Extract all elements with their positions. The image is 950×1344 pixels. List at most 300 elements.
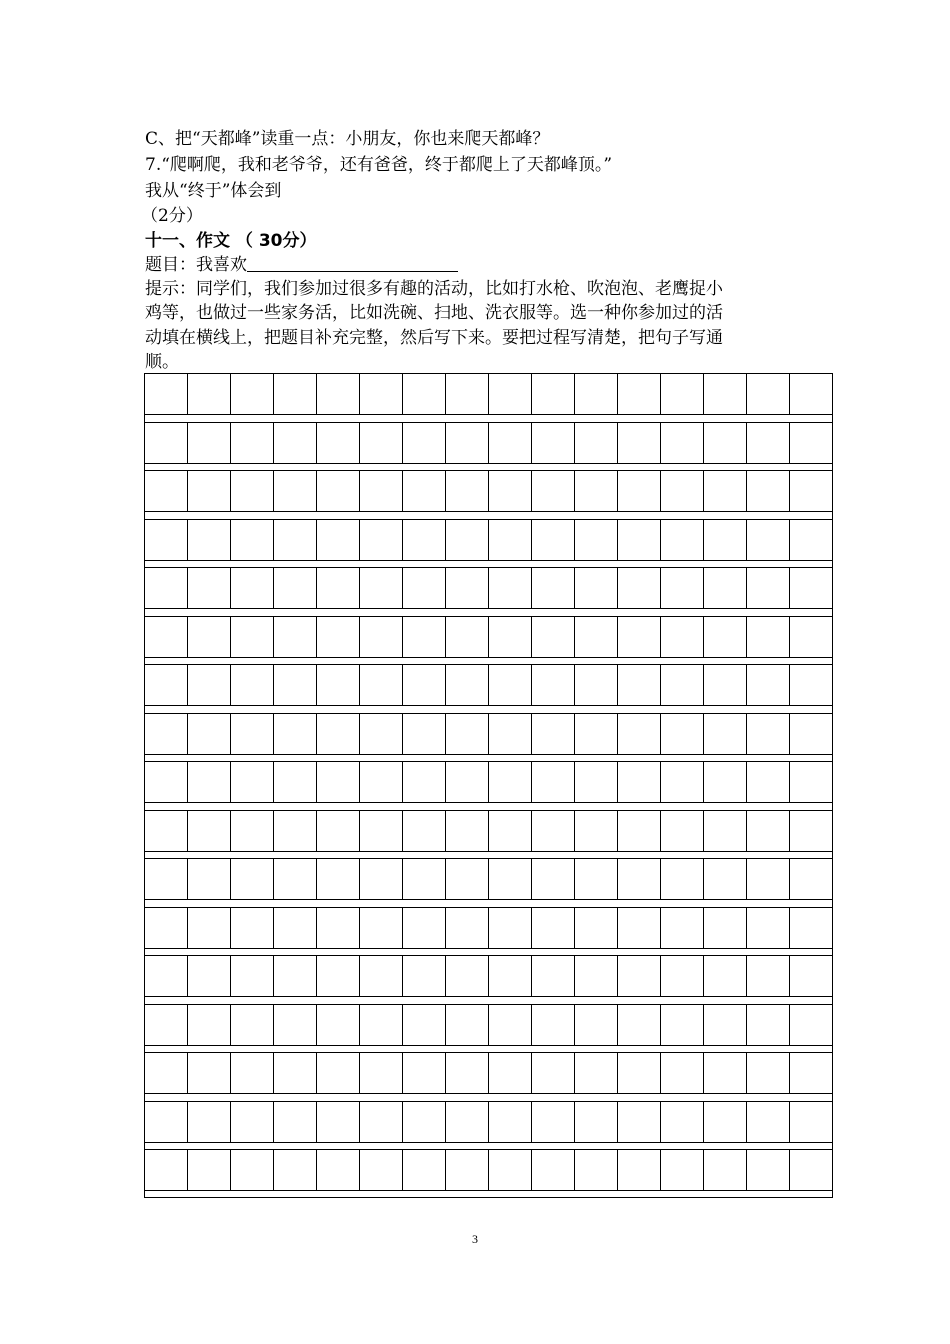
grid-cell[interactable] (747, 1005, 790, 1045)
grid-row (144, 567, 833, 609)
grid-cell[interactable] (317, 374, 360, 414)
grid-cell[interactable] (274, 1053, 317, 1093)
grid-cell[interactable] (790, 1150, 832, 1190)
grid-cell[interactable] (704, 1150, 747, 1190)
grid-cell[interactable] (360, 714, 403, 754)
grid-cell[interactable] (231, 956, 274, 996)
grid-cell[interactable] (661, 568, 704, 608)
grid-cell[interactable] (704, 520, 747, 560)
grid-cell[interactable] (532, 617, 575, 657)
grid-cell[interactable] (145, 1005, 188, 1045)
grid-cell[interactable] (532, 665, 575, 705)
grid-cell[interactable] (532, 762, 575, 802)
grid-cell[interactable] (231, 665, 274, 705)
grid-cell[interactable] (360, 1150, 403, 1190)
grid-cell[interactable] (747, 1102, 790, 1142)
grid-cell[interactable] (790, 423, 832, 463)
grid-cell[interactable] (188, 471, 231, 511)
grid-cell[interactable] (317, 859, 360, 899)
grid-cell[interactable] (747, 617, 790, 657)
grid-cell[interactable] (790, 665, 832, 705)
grid-cell[interactable] (618, 471, 661, 511)
grid-cell[interactable] (274, 908, 317, 948)
grid-cell[interactable] (446, 908, 489, 948)
grid-cell[interactable] (489, 908, 532, 948)
grid-cell[interactable] (231, 859, 274, 899)
grid-cell[interactable] (231, 714, 274, 754)
grid-cell[interactable] (704, 374, 747, 414)
grid-cell[interactable] (790, 762, 832, 802)
grid-cell[interactable] (618, 714, 661, 754)
grid-cell[interactable] (575, 762, 618, 802)
grid-row (144, 955, 833, 997)
grid-cell[interactable] (618, 1005, 661, 1045)
grid-cell[interactable] (231, 1102, 274, 1142)
grid-cell[interactable] (145, 762, 188, 802)
grid-cell[interactable] (618, 423, 661, 463)
grid-cell[interactable] (575, 1102, 618, 1142)
grid-cell[interactable] (747, 859, 790, 899)
question-c-line: C、把“天都峰”读重一点：小朋友，你也来爬天都峰？ (145, 129, 550, 149)
grid-row-gap (144, 803, 833, 810)
grid-cell[interactable] (489, 956, 532, 996)
grid-cell[interactable] (446, 956, 489, 996)
grid-cell[interactable] (489, 762, 532, 802)
grid-cell[interactable] (661, 762, 704, 802)
grid-cell[interactable] (274, 665, 317, 705)
grid-cell[interactable] (231, 811, 274, 851)
grid-cell[interactable] (145, 811, 188, 851)
grid-cell[interactable] (489, 520, 532, 560)
grid-cell[interactable] (790, 471, 832, 511)
grid-cell[interactable] (274, 1150, 317, 1190)
grid-cell[interactable] (790, 520, 832, 560)
page-number: 3 (472, 1232, 478, 1246)
grid-cell[interactable] (317, 1102, 360, 1142)
grid-cell[interactable] (403, 811, 446, 851)
grid-cell[interactable] (747, 811, 790, 851)
grid-cell[interactable] (532, 374, 575, 414)
grid-cell[interactable] (575, 665, 618, 705)
grid-cell[interactable] (618, 908, 661, 948)
grid-cell[interactable] (403, 762, 446, 802)
grid-row (144, 422, 833, 464)
grid-cell[interactable] (360, 520, 403, 560)
grid-row (144, 616, 833, 658)
grid-cell[interactable] (446, 1150, 489, 1190)
grid-cell[interactable] (704, 1053, 747, 1093)
grid-cell[interactable] (145, 423, 188, 463)
grid-cell[interactable] (145, 859, 188, 899)
grid-cell[interactable] (532, 1150, 575, 1190)
grid-cell[interactable] (360, 908, 403, 948)
grid-cell[interactable] (489, 811, 532, 851)
grid-cell[interactable] (790, 1005, 832, 1045)
hint-line: 鸡等，也做过一些家务活，比如洗碗、扫地、洗衣服等。选一种你参加过的活 (145, 303, 723, 324)
grid-cell[interactable] (575, 1053, 618, 1093)
grid-cell[interactable] (145, 568, 188, 608)
grid-cell[interactable] (532, 568, 575, 608)
grid-cell[interactable] (489, 1150, 532, 1190)
grid-cell[interactable] (317, 1150, 360, 1190)
grid-cell[interactable] (704, 714, 747, 754)
grid-cell[interactable] (661, 1005, 704, 1045)
grid-cell[interactable] (704, 859, 747, 899)
grid-cell[interactable] (317, 908, 360, 948)
grid-cell[interactable] (145, 1102, 188, 1142)
grid-cell[interactable] (790, 1053, 832, 1093)
grid-cell[interactable] (489, 714, 532, 754)
grid-cell[interactable] (274, 423, 317, 463)
grid-cell[interactable] (188, 859, 231, 899)
grid-cell[interactable] (704, 762, 747, 802)
grid-cell[interactable] (403, 665, 446, 705)
grid-cell[interactable] (661, 714, 704, 754)
grid-cell[interactable] (145, 1150, 188, 1190)
grid-cell[interactable] (360, 1102, 403, 1142)
grid-cell[interactable] (317, 714, 360, 754)
grid-cell[interactable] (317, 1005, 360, 1045)
grid-cell[interactable] (274, 859, 317, 899)
essay-title-prefix: 题目：我喜欢 (145, 255, 247, 275)
grid-cell[interactable] (403, 1053, 446, 1093)
grid-cell[interactable] (360, 956, 403, 996)
grid-cell[interactable] (575, 423, 618, 463)
grid-cell[interactable] (446, 1053, 489, 1093)
grid-cell[interactable] (790, 811, 832, 851)
grid-cell[interactable] (231, 423, 274, 463)
grid-cell[interactable] (618, 956, 661, 996)
grid-cell[interactable] (790, 568, 832, 608)
grid-cell[interactable] (747, 714, 790, 754)
grid-row-gap (144, 512, 833, 519)
grid-cell[interactable] (575, 374, 618, 414)
grid-cell[interactable] (145, 520, 188, 560)
grid-cell[interactable] (747, 762, 790, 802)
grid-cell[interactable] (747, 423, 790, 463)
grid-cell[interactable] (661, 1102, 704, 1142)
grid-cell[interactable] (403, 374, 446, 414)
grid-cell[interactable] (704, 665, 747, 705)
grid-cell[interactable] (188, 1102, 231, 1142)
grid-cell[interactable] (446, 762, 489, 802)
grid-cell[interactable] (274, 471, 317, 511)
grid-cell[interactable] (274, 956, 317, 996)
grid-cell[interactable] (661, 617, 704, 657)
grid-row (144, 1149, 833, 1191)
grid-cell[interactable] (489, 374, 532, 414)
grid-cell[interactable] (403, 956, 446, 996)
grid-cell[interactable] (403, 908, 446, 948)
grid-row (144, 519, 833, 561)
grid-cell[interactable] (360, 471, 403, 511)
grid-cell[interactable] (446, 1005, 489, 1045)
grid-cell[interactable] (188, 956, 231, 996)
grid-row (144, 664, 833, 706)
grid-cell[interactable] (231, 471, 274, 511)
grid-cell[interactable] (532, 714, 575, 754)
grid-cell[interactable] (360, 811, 403, 851)
grid-cell[interactable] (231, 1005, 274, 1045)
grid-cell[interactable] (360, 665, 403, 705)
grid-cell[interactable] (317, 665, 360, 705)
grid-cell[interactable] (403, 1005, 446, 1045)
grid-cell[interactable] (532, 956, 575, 996)
grid-cell[interactable] (661, 1150, 704, 1190)
grid-cell[interactable] (790, 714, 832, 754)
grid-cell[interactable] (317, 471, 360, 511)
grid-cell[interactable] (231, 374, 274, 414)
grid-cell[interactable] (661, 908, 704, 948)
grid-row-gap (144, 997, 833, 1004)
grid-cell[interactable] (747, 1150, 790, 1190)
grid-cell[interactable] (790, 1102, 832, 1142)
grid-cell[interactable] (360, 374, 403, 414)
grid-cell[interactable] (489, 568, 532, 608)
grid-cell[interactable] (790, 374, 832, 414)
grid-cell[interactable] (188, 423, 231, 463)
grid-cell[interactable] (188, 762, 231, 802)
grid-cell[interactable] (145, 374, 188, 414)
grid-cell[interactable] (231, 762, 274, 802)
grid-cell[interactable] (446, 471, 489, 511)
grid-cell[interactable] (231, 1150, 274, 1190)
grid-cell[interactable] (790, 859, 832, 899)
grid-cell[interactable] (145, 471, 188, 511)
grid-cell[interactable] (317, 956, 360, 996)
grid-cell[interactable] (446, 520, 489, 560)
grid-cell[interactable] (360, 859, 403, 899)
grid-cell[interactable] (704, 617, 747, 657)
grid-cell[interactable] (274, 568, 317, 608)
grid-cell[interactable] (575, 1150, 618, 1190)
grid-cell[interactable] (661, 665, 704, 705)
grid-cell[interactable] (446, 568, 489, 608)
grid-row (144, 1004, 833, 1046)
grid-cell[interactable] (618, 1150, 661, 1190)
grid-cell[interactable] (532, 1053, 575, 1093)
grid-cell[interactable] (661, 520, 704, 560)
grid-cell[interactable] (446, 811, 489, 851)
grid-cell[interactable] (446, 859, 489, 899)
grid-cell[interactable] (145, 908, 188, 948)
grid-cell[interactable] (747, 1053, 790, 1093)
grid-cell[interactable] (575, 859, 618, 899)
grid-cell[interactable] (704, 908, 747, 948)
grid-cell[interactable] (317, 1053, 360, 1093)
grid-cell[interactable] (532, 471, 575, 511)
grid-cell[interactable] (403, 520, 446, 560)
grid-cell[interactable] (145, 956, 188, 996)
grid-cell[interactable] (575, 617, 618, 657)
hint-line: 动填在横线上，把题目补充完整，然后写下来。要把过程写清楚，把句子写通 (145, 327, 723, 348)
essay-title-line (145, 253, 458, 277)
grid-cell[interactable] (747, 471, 790, 511)
grid-cell[interactable] (661, 859, 704, 899)
grid-row-gap (144, 1191, 833, 1198)
grid-cell[interactable] (188, 1150, 231, 1190)
grid-cell[interactable] (403, 423, 446, 463)
grid-row-gap (144, 1094, 833, 1101)
grid-cell[interactable] (575, 714, 618, 754)
grid-cell[interactable] (446, 423, 489, 463)
grid-row-gap (144, 415, 833, 422)
grid-cell[interactable] (489, 617, 532, 657)
grid-cell[interactable] (575, 471, 618, 511)
grid-cell[interactable] (532, 423, 575, 463)
grid-cell[interactable] (403, 617, 446, 657)
grid-cell[interactable] (188, 908, 231, 948)
grid-cell[interactable] (188, 665, 231, 705)
grid-cell[interactable] (618, 520, 661, 560)
grid-cell[interactable] (446, 374, 489, 414)
grid-cell[interactable] (231, 1053, 274, 1093)
grid-cell[interactable] (360, 762, 403, 802)
grid-cell[interactable] (661, 471, 704, 511)
grid-cell[interactable] (360, 568, 403, 608)
grid-cell[interactable] (231, 568, 274, 608)
grid-cell[interactable] (188, 811, 231, 851)
grid-cell[interactable] (618, 568, 661, 608)
grid-cell[interactable] (446, 1102, 489, 1142)
grid-cell[interactable] (575, 908, 618, 948)
grid-cell[interactable] (489, 1053, 532, 1093)
grid-cell[interactable] (489, 665, 532, 705)
grid-cell[interactable] (790, 956, 832, 996)
grid-cell[interactable] (274, 617, 317, 657)
grid-cell[interactable] (790, 617, 832, 657)
hint-line: 提示：同学们，我们参加过很多有趣的活动，比如打水枪、吹泡泡、老鹰捉小 (145, 279, 723, 299)
grid-cell[interactable] (790, 908, 832, 948)
grid-cell[interactable] (403, 1102, 446, 1142)
grid-cell[interactable] (747, 908, 790, 948)
grid-cell[interactable] (145, 617, 188, 657)
grid-cell[interactable] (618, 859, 661, 899)
grid-cell[interactable] (489, 1102, 532, 1142)
grid-cell[interactable] (231, 520, 274, 560)
grid-cell[interactable] (317, 762, 360, 802)
grid-cell[interactable] (317, 423, 360, 463)
grid-row (144, 373, 833, 415)
grid-cell[interactable] (661, 374, 704, 414)
grid-cell[interactable] (661, 1053, 704, 1093)
grid-cell[interactable] (403, 714, 446, 754)
grid-cell[interactable] (274, 1102, 317, 1142)
grid-cell[interactable] (274, 714, 317, 754)
grid-cell[interactable] (532, 520, 575, 560)
grid-cell[interactable] (747, 956, 790, 996)
grid-cell[interactable] (704, 811, 747, 851)
grid-cell[interactable] (231, 908, 274, 948)
grid-cell[interactable] (532, 811, 575, 851)
grid-cell[interactable] (317, 520, 360, 560)
grid-cell[interactable] (317, 617, 360, 657)
grid-cell[interactable] (489, 859, 532, 899)
grid-cell[interactable] (188, 520, 231, 560)
grid-cell[interactable] (274, 811, 317, 851)
grid-cell[interactable] (489, 423, 532, 463)
question-7-line: 7.“爬啊爬，我和老爷爷，还有爸爸，终于都爬上了天都峰顶。” (145, 155, 613, 175)
grid-cell[interactable] (661, 423, 704, 463)
grid-cell[interactable] (618, 374, 661, 414)
grid-cell[interactable] (317, 811, 360, 851)
grid-cell[interactable] (274, 520, 317, 560)
essay-hint (145, 277, 820, 374)
grid-cell[interactable] (145, 1053, 188, 1093)
grid-cell[interactable] (575, 520, 618, 560)
grid-cell[interactable] (575, 568, 618, 608)
grid-cell[interactable] (575, 1005, 618, 1045)
grid-cell[interactable] (704, 423, 747, 463)
grid-cell[interactable] (618, 762, 661, 802)
grid-cell[interactable] (188, 1005, 231, 1045)
grid-cell[interactable] (661, 811, 704, 851)
hint-line: 顺。 (145, 351, 179, 372)
grid-cell[interactable] (618, 665, 661, 705)
grid-cell[interactable] (747, 520, 790, 560)
grid-cell[interactable] (188, 568, 231, 608)
grid-cell[interactable] (188, 714, 231, 754)
grid-cell[interactable] (360, 1053, 403, 1093)
grid-cell[interactable] (360, 423, 403, 463)
grid-cell[interactable] (704, 1102, 747, 1142)
grid-row (144, 1101, 833, 1143)
grid-cell[interactable] (360, 617, 403, 657)
grid-cell[interactable] (403, 471, 446, 511)
grid-cell[interactable] (403, 568, 446, 608)
grid-cell[interactable] (747, 374, 790, 414)
grid-cell[interactable] (188, 1053, 231, 1093)
grid-cell[interactable] (704, 956, 747, 996)
grid-cell[interactable] (274, 762, 317, 802)
grid-cell[interactable] (446, 665, 489, 705)
grid-cell[interactable] (532, 859, 575, 899)
grid-cell[interactable] (661, 956, 704, 996)
grid-cell[interactable] (618, 1053, 661, 1093)
grid-cell[interactable] (360, 1005, 403, 1045)
grid-cell[interactable] (274, 1005, 317, 1045)
grid-cell[interactable] (532, 1102, 575, 1142)
grid-cell[interactable] (532, 908, 575, 948)
grid-cell[interactable] (704, 568, 747, 608)
grid-cell[interactable] (704, 1005, 747, 1045)
grid-cell[interactable] (704, 471, 747, 511)
grid-cell[interactable] (231, 617, 274, 657)
grid-cell[interactable] (575, 956, 618, 996)
grid-cell[interactable] (145, 665, 188, 705)
grid-cell[interactable] (274, 374, 317, 414)
grid-cell[interactable] (747, 665, 790, 705)
grid-cell[interactable] (618, 811, 661, 851)
grid-cell[interactable] (145, 714, 188, 754)
title-blank-line[interactable] (247, 253, 458, 272)
grid-cell[interactable] (188, 617, 231, 657)
grid-cell[interactable] (618, 1102, 661, 1142)
grid-cell[interactable] (403, 859, 446, 899)
grid-cell[interactable] (446, 714, 489, 754)
grid-cell[interactable] (532, 1005, 575, 1045)
grid-cell[interactable] (747, 568, 790, 608)
grid-cell[interactable] (403, 1150, 446, 1190)
grid-cell[interactable] (575, 811, 618, 851)
grid-cell[interactable] (489, 471, 532, 511)
grid-cell[interactable] (317, 568, 360, 608)
grid-cell[interactable] (489, 1005, 532, 1045)
grid-cell[interactable] (618, 617, 661, 657)
grid-cell[interactable] (446, 617, 489, 657)
grid-row (144, 761, 833, 803)
grid-cell[interactable] (188, 374, 231, 414)
